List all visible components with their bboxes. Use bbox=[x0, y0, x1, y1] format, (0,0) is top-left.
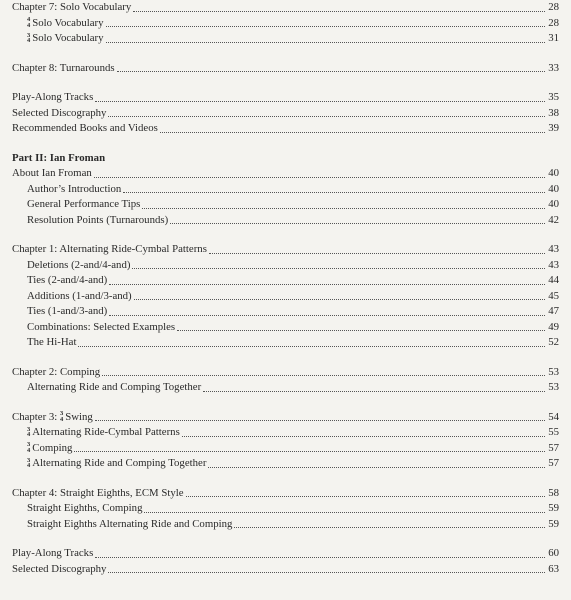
toc-entry-title: Straight Eighths Alternating Ride and Comping bbox=[27, 517, 233, 530]
toc-entry-title: Deletions (2-and/4-and) bbox=[27, 258, 131, 271]
dot-leader bbox=[170, 222, 545, 224]
toc-entry-page: 60 bbox=[548, 547, 559, 559]
table-of-contents bbox=[12, 0, 559, 591]
dot-leader bbox=[117, 70, 545, 72]
toc-section-chapter-8 bbox=[12, 61, 559, 77]
toc-entry-title: About Ian Froman bbox=[12, 167, 92, 179]
dot-leader bbox=[208, 466, 545, 468]
toc-section-chapter-1 bbox=[12, 242, 559, 351]
toc-entry-chapter-8[interactable] bbox=[12, 61, 559, 77]
toc-section-chapter-4 bbox=[12, 486, 559, 533]
dot-leader bbox=[123, 191, 545, 193]
time-signature-top: 3 bbox=[27, 31, 31, 39]
toc-entry-text: Comping bbox=[32, 441, 73, 454]
toc-entry-play-along-tracks[interactable] bbox=[12, 90, 559, 106]
toc-section-chapter-7 bbox=[12, 0, 559, 47]
toc-entry-page: 58 bbox=[548, 486, 559, 499]
toc-entry-page: 35 bbox=[548, 91, 559, 103]
toc-entry-page: 39 bbox=[548, 122, 559, 134]
toc-entry-selected-discography[interactable] bbox=[12, 562, 559, 578]
dot-leader bbox=[133, 10, 545, 12]
toc-entry-title: Recommended Books and Videos bbox=[12, 122, 158, 134]
time-signature-bottom: 4 bbox=[59, 415, 64, 423]
toc-entry-recommended-books[interactable] bbox=[12, 121, 559, 137]
time-signature-bottom: 4 bbox=[27, 37, 31, 44]
time-signature bbox=[60, 411, 63, 422]
toc-entry-title bbox=[12, 410, 93, 426]
toc-entry-chapter-3[interactable] bbox=[12, 410, 559, 426]
toc-entry-general-performance-tips[interactable] bbox=[12, 197, 559, 213]
dot-leader bbox=[209, 252, 545, 254]
toc-entry-page: 43 bbox=[548, 258, 559, 271]
time-signature bbox=[27, 458, 30, 469]
time-signature-top: 4 bbox=[27, 16, 31, 23]
dot-leader bbox=[95, 100, 545, 102]
toc-entry-page: 59 bbox=[548, 502, 559, 514]
toc-entry-combinations[interactable] bbox=[12, 320, 559, 336]
toc-entry-selected-discography[interactable] bbox=[12, 106, 559, 122]
toc-entry-34-alternating-ride-and-comping[interactable] bbox=[12, 456, 559, 472]
toc-section-chapter-3 bbox=[12, 410, 559, 472]
dot-leader bbox=[109, 314, 545, 316]
toc-entry-title: Combinations: Selected Examples bbox=[27, 320, 176, 333]
part-heading: Part II: Ian Froman bbox=[12, 151, 106, 164]
toc-entry-page: 54 bbox=[548, 410, 559, 423]
toc-section-back-matter-part-1 bbox=[12, 90, 559, 137]
toc-entry-title: Chapter 4: Straight Eighths, ECM Style bbox=[12, 486, 184, 499]
toc-entry-the-hi-hat[interactable] bbox=[12, 335, 559, 351]
dot-leader bbox=[132, 267, 545, 269]
toc-entry-page: 44 bbox=[548, 274, 559, 286]
toc-entry-deletions[interactable] bbox=[12, 258, 559, 274]
toc-section-part-2 bbox=[12, 151, 559, 229]
toc-entry-text: Swing bbox=[65, 410, 93, 423]
toc-entry-title bbox=[27, 456, 206, 472]
toc-entry-text: Solo Vocabulary bbox=[32, 32, 104, 44]
toc-entry-title: Additions (1-and/3-and) bbox=[27, 289, 132, 302]
time-signature bbox=[27, 33, 30, 44]
dot-leader bbox=[160, 131, 545, 133]
toc-entry-title: Chapter 1: Alternating Ride-Cymbal Patterns bbox=[12, 243, 207, 255]
dot-leader bbox=[106, 41, 545, 43]
dot-leader bbox=[182, 435, 545, 437]
toc-entry-text: Alternating Ride and Comping Together bbox=[32, 457, 207, 469]
toc-entry-resolution-points[interactable] bbox=[12, 213, 559, 229]
toc-entry-page: 31 bbox=[548, 32, 559, 44]
toc-entry-title bbox=[27, 441, 72, 457]
toc-entry-page: 38 bbox=[548, 106, 559, 119]
toc-entry-34-comping[interactable] bbox=[12, 441, 559, 457]
toc-entry-title: General Performance Tips bbox=[27, 198, 141, 210]
dot-leader bbox=[108, 571, 545, 573]
dot-leader bbox=[142, 207, 545, 209]
toc-entry-page: 63 bbox=[548, 562, 559, 575]
time-signature-top: 3 bbox=[27, 456, 31, 464]
dot-leader bbox=[109, 283, 545, 285]
toc-entry-text: Solo Vocabulary bbox=[32, 16, 104, 29]
toc-entry-34-alternating-ride-cymbal[interactable] bbox=[12, 425, 559, 441]
time-signature bbox=[27, 442, 30, 453]
dot-leader bbox=[95, 419, 545, 421]
toc-entry-page: 53 bbox=[548, 381, 559, 393]
dot-leader bbox=[186, 495, 545, 497]
toc-entry-page: 33 bbox=[548, 61, 559, 74]
toc-entry-page: 55 bbox=[548, 426, 559, 438]
dot-leader bbox=[94, 176, 545, 178]
toc-section-chapter-2 bbox=[12, 365, 559, 396]
toc-entry-page: 42 bbox=[548, 213, 559, 226]
dot-leader bbox=[177, 329, 545, 331]
dot-leader bbox=[108, 115, 545, 117]
toc-entry-page: 57 bbox=[548, 441, 559, 454]
toc-entry-44-solo-vocabulary[interactable] bbox=[12, 16, 559, 32]
time-signature-bottom: 4 bbox=[27, 431, 31, 438]
toc-entry-alternating-ride-and-comping[interactable] bbox=[12, 380, 559, 396]
toc-entry-page: 59 bbox=[548, 517, 559, 530]
toc-entry-page: 40 bbox=[548, 198, 559, 210]
time-signature-bottom: 4 bbox=[27, 21, 31, 29]
toc-entry-title: Selected Discography bbox=[12, 106, 107, 119]
dot-leader bbox=[144, 511, 545, 513]
toc-entry-page: 40 bbox=[548, 182, 559, 195]
toc-entry-straight-eighths-alternating[interactable] bbox=[12, 517, 559, 533]
toc-entry-title bbox=[27, 31, 104, 47]
toc-entry-page: 28 bbox=[548, 16, 559, 29]
toc-entry-chapter-1[interactable] bbox=[12, 242, 559, 258]
toc-entry-page: 53 bbox=[548, 365, 559, 378]
time-signature-top: 3 bbox=[59, 410, 64, 417]
toc-entry-additions[interactable] bbox=[12, 289, 559, 305]
dot-leader bbox=[134, 298, 545, 300]
toc-entry-34-solo-vocabulary[interactable] bbox=[12, 31, 559, 47]
toc-entry-prefix: Chapter 3: bbox=[12, 410, 58, 423]
toc-entry-chapter-7[interactable] bbox=[12, 0, 559, 16]
toc-entry-ties-1-and-3-and[interactable] bbox=[12, 304, 559, 320]
toc-entry-title: Alternating Ride and Comping Together bbox=[27, 381, 202, 393]
toc-entry-ties-2-and-4-and[interactable] bbox=[12, 273, 559, 289]
toc-entry-title: Resolution Points (Turnarounds) bbox=[27, 213, 169, 226]
toc-entry-title bbox=[27, 425, 180, 441]
toc-entry-about-ian-froman[interactable] bbox=[12, 166, 559, 182]
dot-leader bbox=[78, 345, 545, 347]
time-signature bbox=[27, 427, 30, 438]
time-signature-bottom: 4 bbox=[27, 462, 31, 469]
toc-entry-page: 28 bbox=[548, 1, 559, 13]
toc-entry-page: 52 bbox=[548, 336, 559, 348]
toc-entry-page: 40 bbox=[548, 167, 559, 179]
toc-entry-title: Chapter 8: Turnarounds bbox=[12, 61, 115, 74]
toc-entry-chapter-2[interactable] bbox=[12, 365, 559, 381]
toc-entry-text: Alternating Ride-Cymbal Patterns bbox=[32, 426, 180, 438]
dot-leader bbox=[95, 556, 545, 558]
toc-entry-title: Ties (2-and/4-and) bbox=[27, 274, 108, 286]
time-signature-top: 3 bbox=[27, 441, 31, 448]
toc-entry-title: Straight Eighths, Comping bbox=[27, 502, 143, 514]
dot-leader bbox=[106, 25, 545, 27]
toc-entry-title bbox=[27, 16, 104, 32]
toc-entry-page: 45 bbox=[548, 289, 559, 302]
toc-entry-page: 49 bbox=[548, 320, 559, 333]
toc-entry-chapter-4[interactable] bbox=[12, 486, 559, 502]
toc-entry-title: Play-Along Tracks bbox=[12, 547, 94, 559]
toc-entry-title: Play-Along Tracks bbox=[12, 91, 94, 103]
toc-entry-straight-eighths-comping[interactable] bbox=[12, 501, 559, 517]
toc-entry-title: Chapter 7: Solo Vocabulary bbox=[12, 1, 132, 13]
toc-entry-title: Chapter 2: Comping bbox=[12, 365, 101, 378]
time-signature-bottom: 4 bbox=[27, 446, 31, 454]
toc-entry-page: 47 bbox=[548, 305, 559, 317]
toc-entry-title: The Hi-Hat bbox=[27, 336, 77, 348]
toc-entry-title: Selected Discography bbox=[12, 562, 107, 575]
time-signature-top: 3 bbox=[27, 425, 31, 433]
toc-entry-page: 57 bbox=[548, 457, 559, 469]
dot-leader bbox=[234, 526, 545, 528]
toc-entry-title: Ties (1-and/3-and) bbox=[27, 305, 108, 317]
toc-entry-title: Author’s Introduction bbox=[27, 182, 122, 195]
dot-leader bbox=[102, 374, 545, 376]
dot-leader bbox=[74, 450, 545, 452]
toc-section-back-matter-part-2 bbox=[12, 546, 559, 577]
toc-entry-page: 43 bbox=[548, 243, 559, 255]
toc-entry-authors-introduction[interactable] bbox=[12, 182, 559, 198]
toc-entry-play-along-tracks[interactable] bbox=[12, 546, 559, 562]
time-signature bbox=[27, 17, 30, 28]
dot-leader bbox=[203, 390, 545, 392]
